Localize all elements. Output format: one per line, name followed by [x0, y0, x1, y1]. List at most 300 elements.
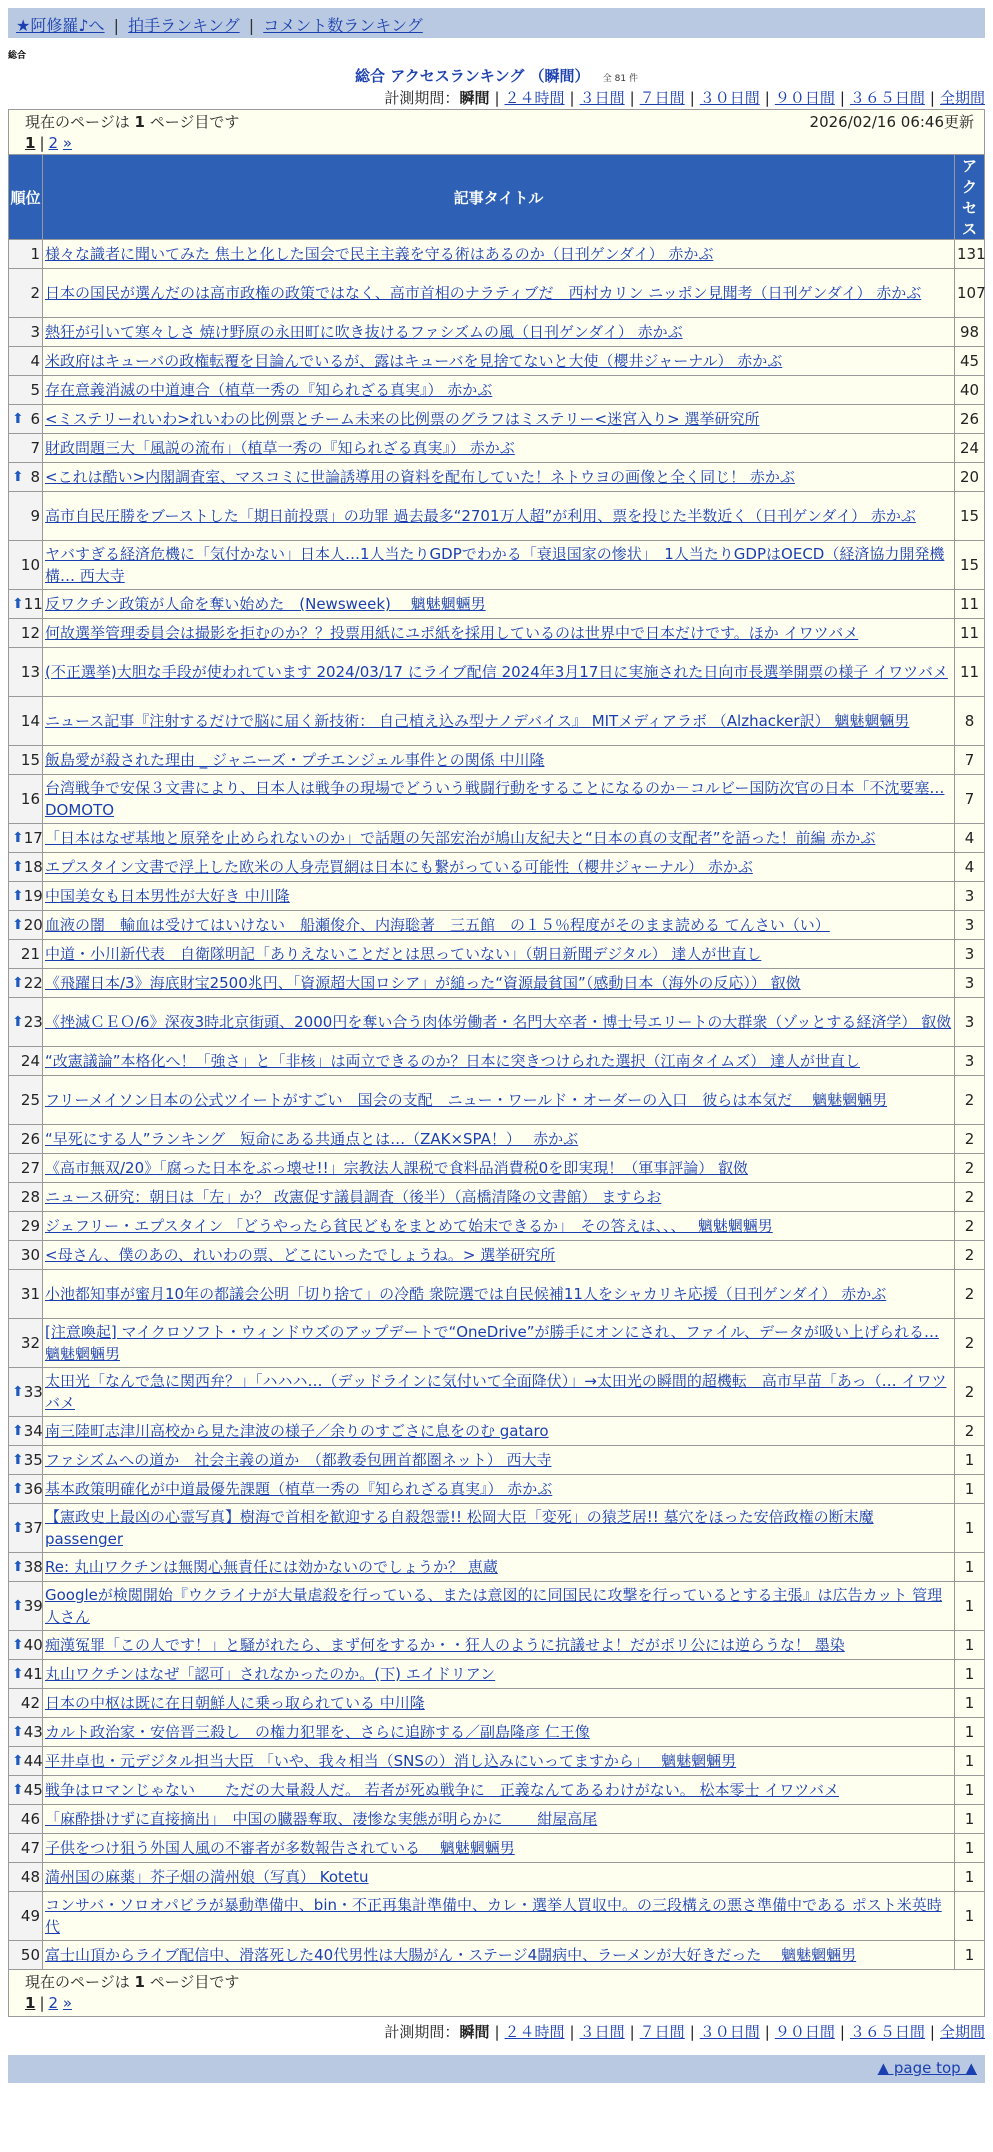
rank-number: 33 [23, 1383, 43, 1401]
title-cell [43, 541, 955, 590]
article-link[interactable]: Googleが検閲開始『ウクライナが大量虐殺を行っている、または意図的に同国民に攻撃を行っているとする主張』は広告カット 管理人さん [45, 1586, 943, 1626]
header-access: アクセス [955, 155, 985, 240]
rank-number: 23 [23, 1013, 43, 1031]
rank-number: 35 [23, 1451, 43, 1469]
title-cell [43, 376, 955, 405]
table-row [9, 1660, 985, 1689]
rank-number: 8 [30, 468, 40, 486]
article-link[interactable]: 日本の中枢は既に在日朝鮮人に乗っ取られている 中川隆 [45, 1694, 425, 1712]
rank-number: 13 [20, 663, 40, 681]
article-link[interactable]: 台湾戦争で安保３文書により、日本人は戦争の現場でどういう戦闘行動をすることになるのか－コルビー国防次官の日本「不沈要塞… DOMOTO [45, 779, 945, 819]
title-cell [43, 1660, 955, 1689]
access-count: 2 [955, 1368, 985, 1417]
rank-number: 2 [30, 284, 40, 302]
rank-up-icon: ⬆ [12, 1559, 24, 1575]
rank-cell [9, 1183, 43, 1212]
title-cell [43, 853, 955, 882]
article-link[interactable]: 高市自民圧勝をブーストした「期日前投票」の功罪 過去最多“2701万人超”が利用、票を投じた半数近く（日刊ゲンダイ） 赤かぶ [45, 507, 916, 525]
access-count: 45 [955, 347, 985, 376]
period-link-2[interactable]: ７日間 [639, 2023, 685, 2041]
period-selector [0, 87, 985, 109]
rank-cell [9, 1076, 43, 1125]
period-link-3[interactable]: ３０日間 [699, 89, 760, 107]
table-row [9, 347, 985, 376]
rank-up-icon: ⬆ [12, 1423, 24, 1439]
period-link-4[interactable]: ９０日間 [774, 89, 835, 107]
period-separator: | [929, 89, 935, 107]
title-cell [43, 1747, 955, 1776]
table-row [9, 911, 985, 940]
article-link[interactable]: 「麻酔掛けずに直接摘出」 中国の臓器奪取、凄惨な実態が明らかに 紺屋高尾 [45, 1810, 598, 1828]
article-link[interactable]: 中国美女も日本男性が大好き 中川隆 [45, 887, 290, 905]
access-count: 1 [955, 1504, 985, 1553]
period-separator: | [689, 89, 695, 107]
total-count: 全 81 件 [602, 74, 638, 84]
rank-number: 48 [20, 1868, 40, 1886]
table-row [9, 1553, 985, 1582]
rank-cell [9, 1892, 43, 1941]
title-cell [43, 882, 955, 911]
title-cell [43, 1076, 955, 1125]
period-separator: | [764, 89, 770, 107]
title-cell [43, 619, 955, 648]
home-link[interactable]: ★阿修羅♪へ [16, 16, 105, 35]
table-row [9, 1183, 985, 1212]
title-cell [43, 434, 955, 463]
article-link[interactable]: 《挫滅ＣＥＯ/6》深夜3時北京街頭、2000円を奪い合う肉体労働者・名門大卒者・博士号エリートの大群衆（ゾッとする経済学） 叡傚 [45, 1013, 952, 1031]
article-link[interactable]: ニュース記事『注射するだけで脳に届く新技術： 自己植え込み型ナノデバイス』 MITメディアラボ （Alzhacker訳） 魑魅魍魎男 [45, 712, 910, 730]
period-link-5[interactable]: ３６５日間 [849, 89, 925, 107]
period-separator: | [764, 2023, 770, 2041]
rank-number: 32 [20, 1334, 40, 1352]
rank-cell [9, 940, 43, 969]
rank-up-icon: ⬆ [12, 888, 24, 904]
nav-separator: | [113, 16, 120, 35]
pager-next-arrow[interactable]: » [62, 134, 73, 152]
table-row [9, 853, 985, 882]
rank-cell [9, 1154, 43, 1183]
top-nav-bar [8, 8, 985, 38]
rank-cell [9, 1047, 43, 1076]
rank-up-icon: ⬆ [12, 830, 24, 846]
access-count: 131 [955, 240, 985, 269]
rank-number: 11 [23, 595, 43, 613]
rank-cell [9, 619, 43, 648]
title-cell [43, 1154, 955, 1183]
article-link[interactable]: <これは酷い>内閣調査室、マスコミに世論誘導用の資料を配布していた！ネトウヨの画像と全く同じ！ 赤かぶ [45, 468, 795, 486]
rank-cell [9, 969, 43, 998]
access-count: 1 [955, 1553, 985, 1582]
rank-number: 12 [20, 624, 40, 642]
title-cell [43, 1689, 955, 1718]
rank-cell [9, 1270, 43, 1319]
rank-number: 27 [20, 1159, 40, 1177]
article-link[interactable]: 様々な識者に聞いてみた 焦土と化した国会で民主主義を守る術はあるのか（日刊ゲンダイ） 赤かぶ [45, 245, 714, 263]
title-cell [43, 1631, 955, 1660]
access-count: 3 [955, 882, 985, 911]
table-row [9, 1863, 985, 1892]
table-row [9, 1747, 985, 1776]
period-current: 瞬間 [459, 2023, 490, 2041]
table-row [9, 434, 985, 463]
article-link[interactable]: “早死にする人”ランキング 短命にある共通点とは…（ZAK×SPA！） 赤かぶ [45, 1130, 579, 1148]
article-link[interactable]: 平井卓也・元デジタル担当大臣 「いや、我々相当（SNSの）消し込みにいってますから」 魑魅魍魎男 [45, 1752, 737, 1770]
article-link[interactable]: ジェフリー・エプスタイン 「どうやったら貧民どもをまとめて始末できるか」 その答えは、、、 魑魅魍魎男 [45, 1217, 773, 1235]
access-count: 2 [955, 1076, 985, 1125]
table-row [9, 541, 985, 590]
table-row [9, 969, 985, 998]
pager-current: 1 [25, 1994, 36, 2012]
period-link-6[interactable]: 全期間 [939, 2023, 985, 2041]
article-link[interactable]: ファシズムへの道か 社会主義の道か （都教委包囲首都圏ネット） 西大寺 [45, 1451, 552, 1469]
rank-cell [9, 269, 43, 318]
rank-up-icon: ⬆ [12, 1666, 24, 1682]
table-row [9, 1241, 985, 1270]
table-row [9, 1125, 985, 1154]
access-count: 107 [955, 269, 985, 318]
period-current: 瞬間 [459, 89, 490, 107]
table-row [9, 775, 985, 824]
rank-number: 25 [20, 1091, 40, 1109]
title-cell [43, 1446, 955, 1475]
rank-number: 26 [20, 1130, 40, 1148]
period-link-0[interactable]: ２４時間 [504, 89, 565, 107]
rank-up-icon: ⬆ [12, 1481, 24, 1497]
page-status: 現在のページは 1 ページ目です [25, 1973, 240, 1991]
table-row [9, 1892, 985, 1941]
title-cell [43, 240, 955, 269]
rank-number: 44 [23, 1752, 43, 1770]
period-separator: | [629, 2023, 635, 2041]
article-link[interactable]: ニュース研究：朝日は「左」か？ 改憲促す議員調査（後半）（高橋清隆の文書館） ますらお [45, 1188, 662, 1206]
period-link-0[interactable]: ２４時間 [504, 2023, 565, 2041]
rank-cell [9, 775, 43, 824]
article-link[interactable]: “改憲議論”本格化へ！「強さ」と「非核」は両立できるのか？日本に突きつけられた選択（江南タイムズ） 達人が世直し [45, 1052, 861, 1070]
rank-up-icon: ⬆ [12, 859, 24, 875]
rank-up-icon: ⬆ [12, 1724, 24, 1740]
article-link[interactable]: <母さん、僕のあの、れいわの票、どこにいったでしょうね。> 選挙研究所 [45, 1246, 556, 1264]
title-cell [43, 1892, 955, 1941]
table-row [9, 1475, 985, 1504]
article-link[interactable]: 満州国の麻薬」芥子畑の満州娘（写真） Kotetu [45, 1868, 369, 1886]
article-link[interactable]: 日本の国民が選んだのは高市政権の政策ではなく、高市首相のナラティブだ 西村カリン ニッポン見聞考（日刊ゲンダイ） 赤かぶ [45, 284, 922, 302]
access-count: 1 [955, 1941, 985, 1970]
article-link[interactable]: 【憲政史上最凶の心霊写真】樹海で首相を歓迎する自殺怨霊!! 松岡大臣「変死」の猿芝居!! 墓穴をほった安倍政権の断末魔 passenger [45, 1508, 874, 1548]
table-row [9, 697, 985, 746]
table-row [9, 1504, 985, 1553]
title-cell [43, 1241, 955, 1270]
period-link-4[interactable]: ９０日間 [774, 2023, 835, 2041]
page-info-bottom [8, 1970, 985, 2017]
title-cell [43, 1047, 955, 1076]
pager-bottom: 1 | 2 » [25, 1994, 73, 2012]
article-link[interactable]: 富士山頂からライブ配信中、滑落死した40代男性は大腸がん・ステージ4闘病中、ラーメンが大好きだった 魑魅魍魎男 [45, 1946, 857, 1964]
article-link[interactable]: [注意喚起] マイクロソフト・ウィンドウズのアップデートで“OneDrive”が勝手にオンにされ、ファイル、データが吸い上げられる… 魑魅魍魎男 [45, 1323, 939, 1363]
table-row [9, 1417, 985, 1446]
table-row [9, 1446, 985, 1475]
title-cell [43, 998, 955, 1047]
access-count: 2 [955, 1270, 985, 1319]
access-count: 2 [955, 1319, 985, 1368]
article-link[interactable]: コンサバ・ソロオパビラが暴動準備中、bin・不正再集計準備中、カレ・選挙人買収中。の三段構えの悪さ準備中である ポスト米英時代 [45, 1896, 942, 1936]
access-count: 1 [955, 1776, 985, 1805]
title-cell [43, 318, 955, 347]
title-cell [43, 969, 955, 998]
access-count: 3 [955, 940, 985, 969]
access-count: 98 [955, 318, 985, 347]
period-link-5[interactable]: ３６５日間 [849, 2023, 925, 2041]
title-cell [43, 269, 955, 318]
article-link[interactable]: 血液の闇 輸血は受けてはいけない 船瀬俊介、内海聡著 三五館 の１５％程度がそのまま読める てんさい（い） [45, 916, 830, 934]
rank-cell [9, 746, 43, 775]
article-link[interactable]: <ミステリーれいわ>れいわの比例票とチーム未来の比例票のグラフはミステリー<迷宮入り> 選挙研究所 [45, 410, 760, 428]
ranking-table [8, 154, 985, 1970]
rank-cell [9, 911, 43, 940]
rank-up-icon: ⬆ [12, 1598, 24, 1614]
table-row [9, 405, 985, 434]
rank-up-icon: ⬆ [12, 411, 24, 427]
rank-number: 14 [20, 712, 40, 730]
pager-page-2[interactable]: 2 [48, 134, 59, 152]
rank-up-icon: ⬆ [12, 1014, 24, 1030]
header-title: 記事タイトル [43, 155, 955, 240]
rank-cell [9, 1125, 43, 1154]
table-row [9, 1582, 985, 1631]
rank-cell [9, 648, 43, 697]
rank-cell [9, 1631, 43, 1660]
title-cell [43, 492, 955, 541]
article-link[interactable]: 存在意義消滅の中道連合（植草一秀の『知られざる真実』） 赤かぶ [45, 381, 493, 399]
table-row [9, 590, 985, 619]
rank-cell [9, 697, 43, 746]
rank-cell [9, 824, 43, 853]
title-cell [43, 1941, 955, 1970]
rank-number: 37 [23, 1519, 43, 1537]
table-row [9, 1805, 985, 1834]
rank-number: 29 [20, 1217, 40, 1235]
article-link[interactable]: フリーメイソン日本の公式ツイートがすごい 国会の支配 ニュー・ワールド・オーダーの入口 彼らは本気だ 魑魅魍魎男 [45, 1091, 888, 1109]
rank-cell [9, 434, 43, 463]
article-link[interactable]: 戦争はロマンじゃない ただの大量殺人だ。 若者が死ぬ戦争に 正義なんてあるわけがない。 松本零士 イワツバメ [45, 1781, 840, 1799]
rank-cell [9, 1319, 43, 1368]
clap-ranking-link[interactable]: 拍手ランキング [128, 16, 240, 35]
table-row [9, 269, 985, 318]
title-cell [43, 1718, 955, 1747]
rank-cell [9, 1582, 43, 1631]
period-separator: | [569, 2023, 575, 2041]
period-separator: | [494, 89, 500, 107]
article-link[interactable]: (不正選挙)大胆な手段が使われています 2024/03/17 にライブ配信 2024年3月17日に実施された日向市長選挙開票の様子 イワツバメ [45, 663, 948, 681]
access-count: 4 [955, 853, 985, 882]
title-cell [43, 824, 955, 853]
article-link[interactable]: 《飛躍日本/3》海底財宝2500兆円、「資源超大国ロシア」が縋った“資源最貧国”（感動日本（海外の反応）） 叡傚 [45, 974, 801, 992]
title-cell [43, 940, 955, 969]
rank-cell [9, 1504, 43, 1553]
article-link[interactable]: 痴漢冤罪「この人です！」と騒がれたら、まず何をするか・・狂人のように抗議せよ！だがポリ公には逆らうな！ 墨染 [45, 1636, 845, 1654]
rank-number: 40 [23, 1636, 43, 1654]
rank-number: 1 [30, 245, 40, 263]
pager-page-2[interactable]: 2 [48, 1994, 59, 2012]
title-cell [43, 590, 955, 619]
access-count: 3 [955, 1047, 985, 1076]
table-row [9, 240, 985, 269]
access-count: 1 [955, 1863, 985, 1892]
updated-timestamp: 2026/02/16 06:46更新 [809, 113, 974, 131]
title-cell [43, 648, 955, 697]
rank-cell [9, 405, 43, 434]
table-row [9, 1718, 985, 1747]
title-cell [43, 1834, 955, 1863]
access-count: 1 [955, 1689, 985, 1718]
period-link-6[interactable]: 全期間 [939, 89, 985, 107]
rank-number: 17 [23, 829, 43, 847]
rank-number: 45 [23, 1781, 43, 1799]
rank-number: 41 [23, 1665, 43, 1683]
header-rank: 順位 [9, 155, 43, 240]
rank-cell [9, 1776, 43, 1805]
title-cell [43, 1805, 955, 1834]
access-count: 1 [955, 1892, 985, 1941]
rank-number: 19 [23, 887, 43, 905]
title-cell [43, 1863, 955, 1892]
rank-number: 16 [20, 790, 40, 808]
comment-ranking-link[interactable]: コメント数ランキング [263, 16, 423, 35]
article-link[interactable]: 南三陸町志津川高校から見た津波の様子／余りのすごさに息をのむ gataro [45, 1422, 549, 1440]
access-count: 8 [955, 697, 985, 746]
rank-cell [9, 492, 43, 541]
period-link-3[interactable]: ３０日間 [699, 2023, 760, 2041]
table-row [9, 648, 985, 697]
rank-cell [9, 998, 43, 1047]
article-link[interactable]: ヤバすぎる経済危機に「気付かない」日本人…1人当たりGDPでわかる「衰退国家の惨状」 1人当たりGDPはOECD（経済協力開発機構… 西大寺 [45, 545, 945, 585]
title-cell [43, 1368, 955, 1417]
access-count: 40 [955, 376, 985, 405]
title-cell [43, 1212, 955, 1241]
rank-cell [9, 347, 43, 376]
table-row [9, 1941, 985, 1970]
title-cell [43, 1417, 955, 1446]
article-link[interactable]: Re: 丸山ワクチンは無関心無責任には効かないのでしょうか？ 恵蔵 [45, 1558, 498, 1576]
rank-number: 20 [23, 916, 43, 934]
article-link[interactable]: 《高市無双/20》「腐った日本をぶっ壊せ!!」宗教法人課税で食料品消費税0を即実現！（軍事評論） 叡傚 [45, 1159, 748, 1177]
rank-number: 36 [23, 1480, 43, 1498]
title-cell [43, 1183, 955, 1212]
period-label: 計測期間： [384, 2023, 460, 2041]
title-cell [43, 1553, 955, 1582]
title-cell [43, 775, 955, 824]
title-cell [43, 697, 955, 746]
period-selector-bottom [0, 2021, 985, 2043]
rank-number: 28 [20, 1188, 40, 1206]
access-count: 15 [955, 492, 985, 541]
rank-number: 46 [20, 1810, 40, 1828]
rank-cell [9, 1446, 43, 1475]
table-row [9, 1689, 985, 1718]
article-link[interactable]: カルト政治家・安倍晋三殺し の権力犯罪を、さらに追跡する／副島隆彦 仁王像 [45, 1723, 590, 1741]
rank-up-icon: ⬆ [12, 1384, 24, 1400]
article-link[interactable]: 丸山ワクチンはなぜ「認可」されなかったのか。(下) エイドリアン [45, 1665, 496, 1683]
table-row [9, 940, 985, 969]
access-count: 2 [955, 1125, 985, 1154]
table-row [9, 1834, 985, 1863]
article-link[interactable]: 熱狂が引いて寒々しさ 焼け野原の永田町に吹き抜けるファシズムの風（日刊ゲンダイ） 赤かぶ [45, 323, 683, 341]
period-separator: | [839, 89, 845, 107]
rank-up-icon: ⬆ [12, 975, 24, 991]
rank-up-icon: ⬆ [12, 1782, 24, 1798]
article-link[interactable]: 財政問題三大「風説の流布」（植草一秀の『知られざる真実』） 赤かぶ [45, 439, 515, 457]
access-count: 1 [955, 1805, 985, 1834]
table-row [9, 1631, 985, 1660]
rank-cell [9, 1417, 43, 1446]
period-separator: | [929, 2023, 935, 2041]
access-count: 3 [955, 998, 985, 1047]
rank-number: 4 [30, 352, 40, 370]
rank-number: 15 [20, 751, 40, 769]
article-link[interactable]: 小池都知事が蜜月10年の都議会公明「切り捨て」の冷酷 衆院選では自民候補11人をシャカリキ応援（日刊ゲンダイ） 赤かぶ [45, 1285, 887, 1303]
article-link[interactable]: 反ワクチン政策が人命を奪い始めた (Newsweek) 魑魅魍魎男 [45, 595, 486, 613]
page-info [8, 109, 985, 154]
rank-number: 10 [20, 556, 40, 574]
table-row [9, 318, 985, 347]
period-label: 計測期間： [384, 89, 460, 107]
rank-up-icon: ⬆ [12, 1452, 24, 1468]
period-link-2[interactable]: ７日間 [639, 89, 685, 107]
table-row [9, 1154, 985, 1183]
footer-bar [8, 2055, 985, 2083]
table-row [9, 619, 985, 648]
article-link[interactable]: 飯島愛が殺された理由 _ ジャニーズ・プチエンジェル事件との関係 中川隆 [45, 751, 545, 769]
title-cell [43, 1270, 955, 1319]
rank-cell [9, 1863, 43, 1892]
period-link-1[interactable]: ３日間 [579, 2023, 625, 2041]
access-count: 1 [955, 1718, 985, 1747]
article-link[interactable]: 中道・小川新代表 自衛隊明記「ありえないことだとは思っていない」（朝日新聞デジタル） 達人が世直し [45, 945, 762, 963]
access-count: 1 [955, 1834, 985, 1863]
title-cell [43, 1475, 955, 1504]
access-count: 4 [955, 824, 985, 853]
access-count: 11 [955, 619, 985, 648]
article-link[interactable]: 太田光「なんで急に関西弁？」「ハハハ…（デッドラインに気付いて全面降伏）」→太田光の瞬間的超機転 高市早苗「あっ（… イワツバメ [45, 1372, 947, 1412]
table-row [9, 492, 985, 541]
rank-number: 42 [20, 1694, 40, 1712]
article-link[interactable]: 何故選挙管理委員会は撮影を拒むのか？？投票用紙にユポ紙を採用しているのは世界中で日本だけです。ほか イワツバメ [45, 624, 859, 642]
access-count: 2 [955, 1183, 985, 1212]
access-count: 2 [955, 1212, 985, 1241]
rank-cell [9, 1805, 43, 1834]
period-link-1[interactable]: ３日間 [579, 89, 625, 107]
title-cell [43, 1504, 955, 1553]
pager-next-arrow[interactable]: » [62, 1994, 73, 2012]
article-link[interactable]: 「日本はなぜ基地と原発を止められないのか」で話題の矢部宏治が鳩山友紀夫と“日本の真の支配者”を語った！前編 赤かぶ [45, 829, 876, 847]
access-count: 24 [955, 434, 985, 463]
access-count: 3 [955, 969, 985, 998]
rank-cell [9, 1660, 43, 1689]
page-top-link[interactable]: ▲ page top ▲ [877, 2059, 977, 2077]
page-heading [0, 65, 993, 87]
article-link[interactable]: 子供をつけ狙う外国人風の不審者が多数報告されている 魑魅魍魎男 [45, 1839, 515, 1857]
rank-cell [9, 853, 43, 882]
rank-number: 34 [23, 1422, 43, 1440]
rank-cell [9, 1475, 43, 1504]
table-row [9, 463, 985, 492]
rank-cell [9, 1718, 43, 1747]
article-link[interactable]: 基本政策明確化が中道最優先課題（植草一秀の『知られざる真実』） 赤かぶ [45, 1480, 553, 1498]
access-count: 1 [955, 1631, 985, 1660]
access-count: 2 [955, 1154, 985, 1183]
article-link[interactable]: 米政府はキューバの政権転覆を目論んでいるが、露はキューバを見捨てないと大使（櫻井ジャーナル） 赤かぶ [45, 352, 783, 370]
access-count: 1 [955, 1660, 985, 1689]
article-link[interactable]: エプスタイン文書で浮上した欧米の人身売買網は日本にも繋がっている可能性（櫻井ジャーナル） 赤かぶ [45, 858, 753, 876]
